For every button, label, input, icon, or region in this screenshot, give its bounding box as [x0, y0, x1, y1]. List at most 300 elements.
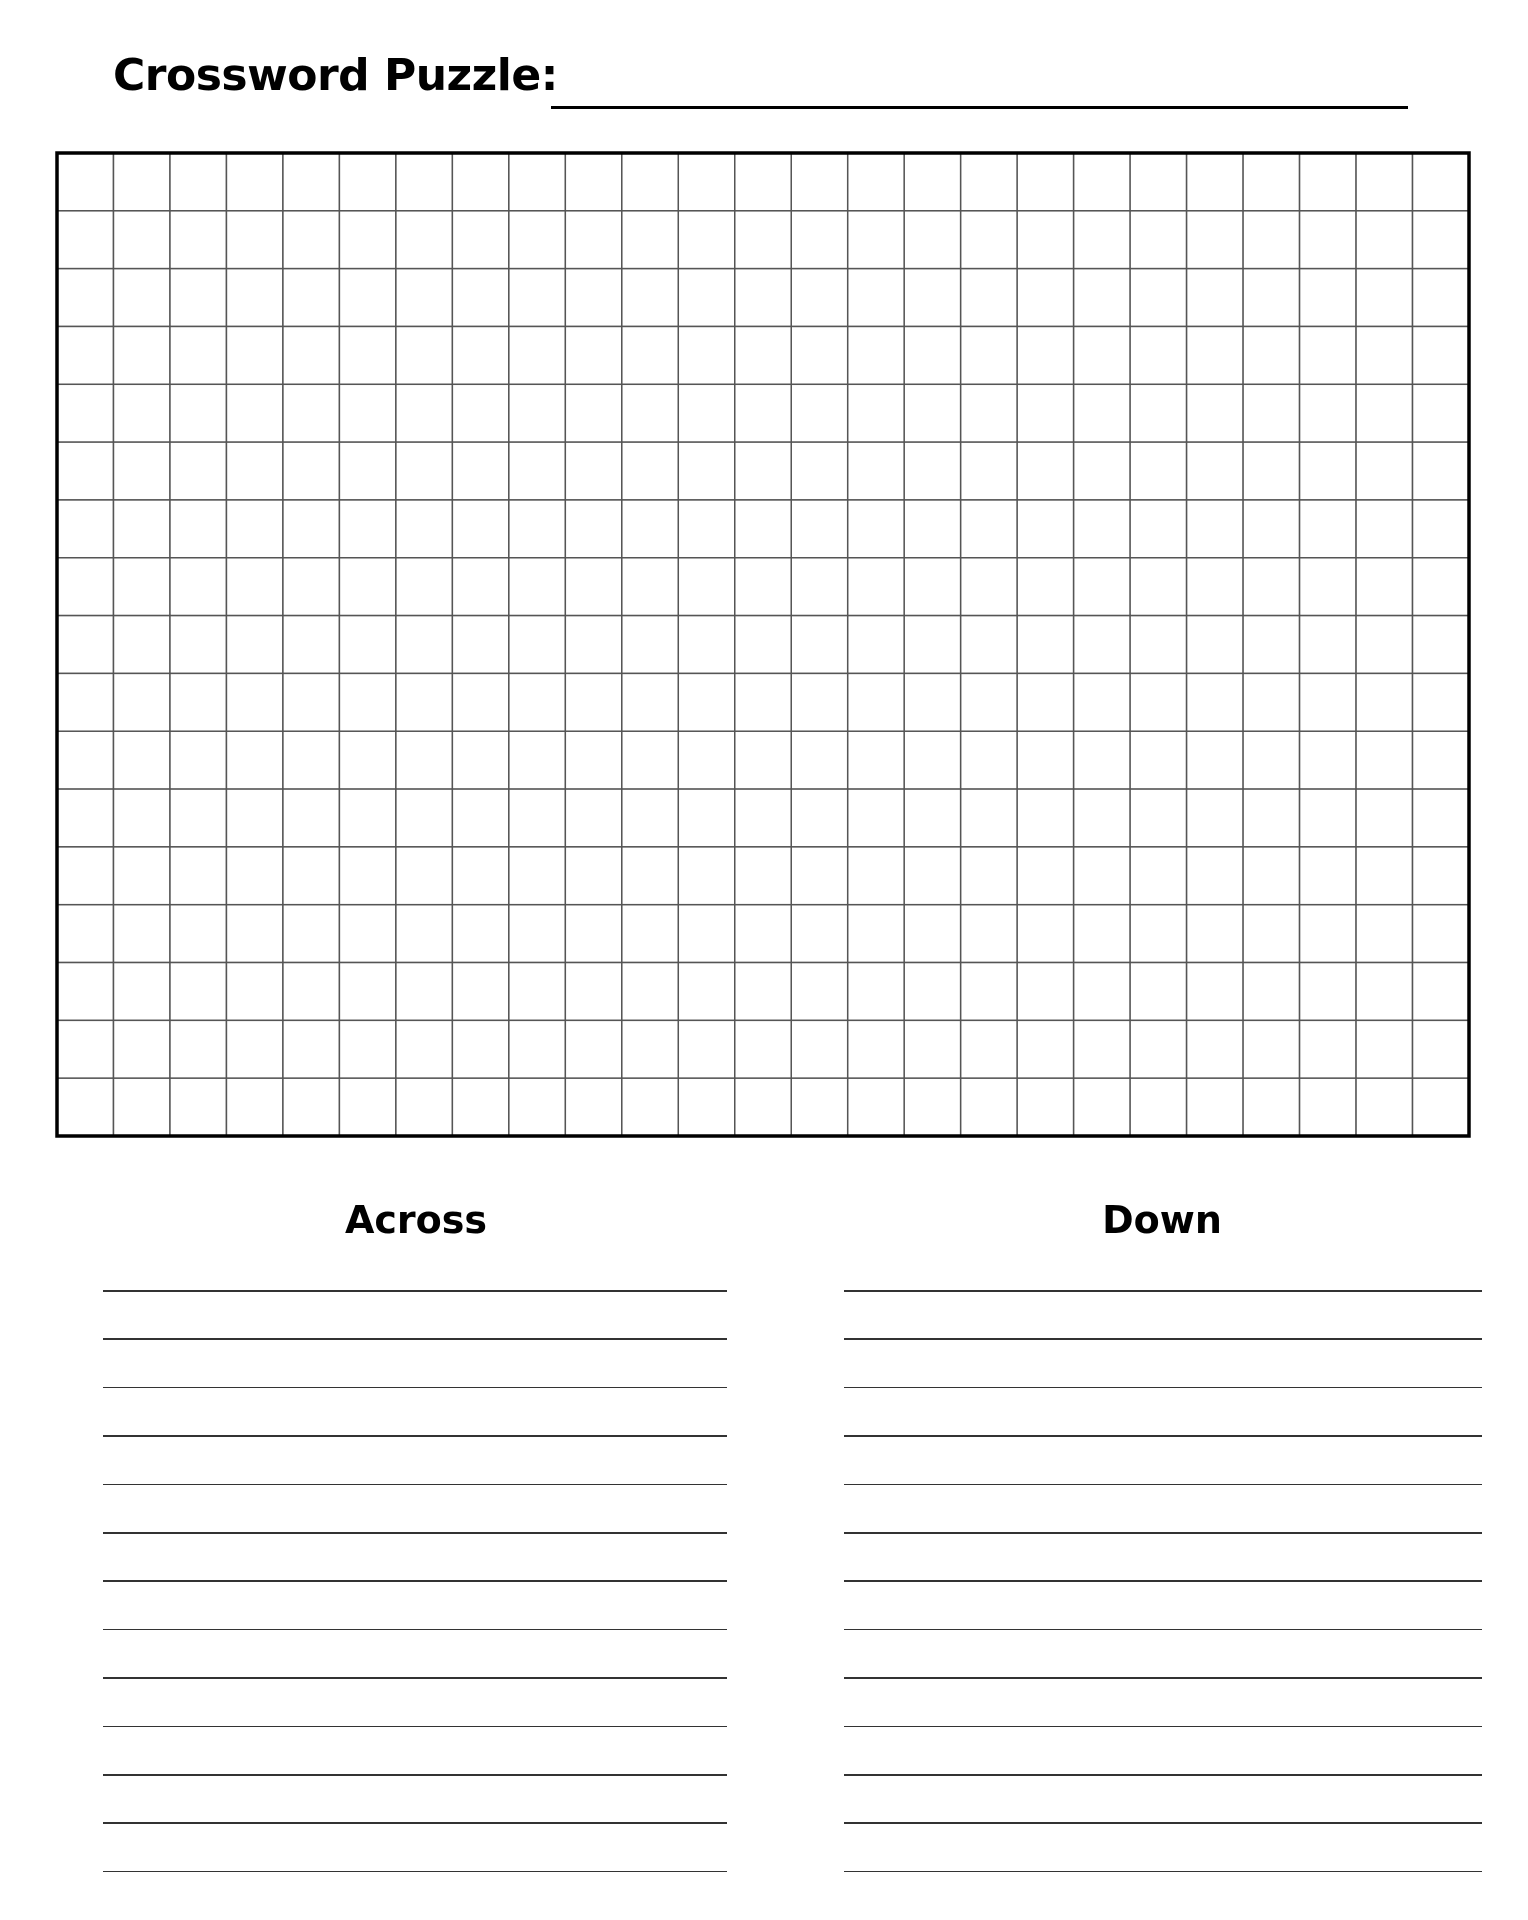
grid-cell[interactable]	[226, 558, 282, 616]
grid-cell[interactable]	[396, 1078, 452, 1136]
grid-cell[interactable]	[113, 558, 169, 616]
grid-cell[interactable]	[57, 326, 113, 384]
clue-write-line[interactable]	[103, 1822, 727, 1824]
grid-cell[interactable]	[735, 326, 791, 384]
grid-cell[interactable]	[509, 326, 565, 384]
grid-cell[interactable]	[565, 326, 621, 384]
grid-cell[interactable]	[961, 847, 1017, 905]
grid-cell[interactable]	[848, 1020, 904, 1078]
grid-cell[interactable]	[339, 269, 395, 327]
grid-cell[interactable]	[904, 500, 960, 558]
grid-cell[interactable]	[904, 1020, 960, 1078]
grid-cell[interactable]	[396, 1020, 452, 1078]
grid-cell[interactable]	[1300, 211, 1356, 269]
grid-cell[interactable]	[170, 789, 226, 847]
grid-cell[interactable]	[848, 847, 904, 905]
grid-cell[interactable]	[170, 963, 226, 1021]
grid-cell[interactable]	[226, 789, 282, 847]
clue-write-line[interactable]	[103, 1532, 727, 1534]
grid-cell[interactable]	[904, 789, 960, 847]
grid-cell[interactable]	[735, 616, 791, 674]
grid-cell[interactable]	[904, 153, 960, 211]
grid-cell[interactable]	[1356, 616, 1412, 674]
grid-cell[interactable]	[396, 500, 452, 558]
grid-cell[interactable]	[1130, 847, 1186, 905]
grid-cell[interactable]	[904, 269, 960, 327]
grid-cell[interactable]	[791, 153, 847, 211]
grid-cell[interactable]	[57, 384, 113, 442]
grid-cell[interactable]	[452, 789, 508, 847]
grid-cell[interactable]	[1413, 847, 1469, 905]
grid-cell[interactable]	[1074, 211, 1130, 269]
grid-cell[interactable]	[1243, 442, 1299, 500]
grid-cell[interactable]	[1074, 384, 1130, 442]
grid-cell[interactable]	[678, 847, 734, 905]
grid-cell[interactable]	[1130, 211, 1186, 269]
grid-cell[interactable]	[452, 153, 508, 211]
grid-cell[interactable]	[1074, 905, 1130, 963]
grid-cell[interactable]	[170, 269, 226, 327]
grid-cell[interactable]	[226, 211, 282, 269]
grid-cell[interactable]	[226, 963, 282, 1021]
grid-cell[interactable]	[1017, 269, 1073, 327]
clue-write-line[interactable]	[103, 1338, 727, 1340]
grid-cell[interactable]	[1243, 1020, 1299, 1078]
grid-cell[interactable]	[1300, 558, 1356, 616]
grid-cell[interactable]	[339, 211, 395, 269]
grid-cell[interactable]	[1187, 1078, 1243, 1136]
grid-cell[interactable]	[1356, 326, 1412, 384]
grid-cell[interactable]	[1356, 963, 1412, 1021]
grid-cell[interactable]	[170, 616, 226, 674]
grid-cell[interactable]	[678, 211, 734, 269]
grid-cell[interactable]	[791, 211, 847, 269]
grid-cell[interactable]	[1187, 384, 1243, 442]
clue-write-line[interactable]	[103, 1435, 727, 1437]
grid-cell[interactable]	[226, 269, 282, 327]
grid-cell[interactable]	[961, 558, 1017, 616]
grid-cell[interactable]	[283, 211, 339, 269]
grid-cell[interactable]	[226, 1078, 282, 1136]
grid-cell[interactable]	[509, 1020, 565, 1078]
grid-cell[interactable]	[904, 384, 960, 442]
grid-cell[interactable]	[170, 905, 226, 963]
grid-cell[interactable]	[57, 673, 113, 731]
grid-cell[interactable]	[396, 673, 452, 731]
grid-cell[interactable]	[1187, 905, 1243, 963]
grid-cell[interactable]	[452, 673, 508, 731]
grid-cell[interactable]	[1413, 384, 1469, 442]
grid-cell[interactable]	[1413, 326, 1469, 384]
grid-cell[interactable]	[1413, 153, 1469, 211]
grid-cell[interactable]	[170, 847, 226, 905]
grid-cell[interactable]	[735, 673, 791, 731]
clue-write-line[interactable]	[844, 1726, 1482, 1728]
grid-cell[interactable]	[57, 153, 113, 211]
grid-cell[interactable]	[904, 558, 960, 616]
grid-cell[interactable]	[622, 153, 678, 211]
grid-cell[interactable]	[1243, 384, 1299, 442]
grid-cell[interactable]	[1017, 558, 1073, 616]
grid-cell[interactable]	[1017, 1020, 1073, 1078]
grid-cell[interactable]	[904, 673, 960, 731]
grid-cell[interactable]	[622, 616, 678, 674]
grid-cell[interactable]	[622, 673, 678, 731]
grid-cell[interactable]	[678, 905, 734, 963]
grid-cell[interactable]	[452, 211, 508, 269]
grid-cell[interactable]	[735, 847, 791, 905]
grid-cell[interactable]	[1300, 847, 1356, 905]
grid-cell[interactable]	[1130, 789, 1186, 847]
grid-cell[interactable]	[283, 384, 339, 442]
grid-cell[interactable]	[1356, 731, 1412, 789]
grid-cell[interactable]	[57, 442, 113, 500]
grid-cell[interactable]	[1130, 963, 1186, 1021]
grid-cell[interactable]	[565, 847, 621, 905]
grid-cell[interactable]	[1413, 731, 1469, 789]
grid-cell[interactable]	[396, 905, 452, 963]
grid-cell[interactable]	[565, 1078, 621, 1136]
clue-write-line[interactable]	[103, 1629, 727, 1631]
grid-cell[interactable]	[735, 1078, 791, 1136]
grid-cell[interactable]	[1243, 731, 1299, 789]
grid-cell[interactable]	[1300, 269, 1356, 327]
grid-cell[interactable]	[1017, 442, 1073, 500]
grid-cell[interactable]	[1243, 673, 1299, 731]
grid-cell[interactable]	[396, 384, 452, 442]
grid-cell[interactable]	[396, 731, 452, 789]
grid-cell[interactable]	[1187, 269, 1243, 327]
grid-cell[interactable]	[339, 731, 395, 789]
grid-cell[interactable]	[1356, 558, 1412, 616]
clue-write-line[interactable]	[844, 1387, 1482, 1389]
grid-cell[interactable]	[735, 963, 791, 1021]
grid-cell[interactable]	[1243, 558, 1299, 616]
grid-cell[interactable]	[1130, 442, 1186, 500]
grid-cell[interactable]	[1017, 211, 1073, 269]
grid-cell[interactable]	[565, 905, 621, 963]
grid-cell[interactable]	[170, 731, 226, 789]
grid-cell[interactable]	[961, 1078, 1017, 1136]
grid-cell[interactable]	[791, 847, 847, 905]
grid-cell[interactable]	[622, 442, 678, 500]
grid-cell[interactable]	[113, 1020, 169, 1078]
grid-cell[interactable]	[565, 269, 621, 327]
clue-write-line[interactable]	[844, 1677, 1482, 1679]
grid-cell[interactable]	[339, 789, 395, 847]
grid-cell[interactable]	[1130, 616, 1186, 674]
grid-cell[interactable]	[57, 616, 113, 674]
grid-cell[interactable]	[961, 673, 1017, 731]
grid-cell[interactable]	[57, 500, 113, 558]
grid-cell[interactable]	[848, 1078, 904, 1136]
grid-cell[interactable]	[57, 211, 113, 269]
grid-cell[interactable]	[791, 673, 847, 731]
grid-cell[interactable]	[1413, 211, 1469, 269]
grid-cell[interactable]	[1300, 905, 1356, 963]
grid-cell[interactable]	[57, 1020, 113, 1078]
grid-cell[interactable]	[1017, 731, 1073, 789]
grid-cell[interactable]	[226, 616, 282, 674]
grid-cell[interactable]	[848, 442, 904, 500]
grid-cell[interactable]	[1356, 269, 1412, 327]
grid-cell[interactable]	[961, 153, 1017, 211]
grid-cell[interactable]	[452, 1020, 508, 1078]
grid-cell[interactable]	[113, 731, 169, 789]
grid-cell[interactable]	[170, 384, 226, 442]
grid-cell[interactable]	[396, 442, 452, 500]
grid-cell[interactable]	[791, 789, 847, 847]
clue-write-line[interactable]	[103, 1871, 727, 1873]
grid-cell[interactable]	[1017, 384, 1073, 442]
grid-cell[interactable]	[113, 789, 169, 847]
grid-cell[interactable]	[791, 905, 847, 963]
grid-cell[interactable]	[1243, 616, 1299, 674]
clue-write-line[interactable]	[844, 1774, 1482, 1776]
grid-cell[interactable]	[1300, 1078, 1356, 1136]
grid-cell[interactable]	[1187, 673, 1243, 731]
grid-cell[interactable]	[1413, 616, 1469, 674]
grid-cell[interactable]	[1074, 500, 1130, 558]
grid-cell[interactable]	[113, 847, 169, 905]
grid-cell[interactable]	[735, 1020, 791, 1078]
grid-cell[interactable]	[961, 211, 1017, 269]
grid-cell[interactable]	[565, 211, 621, 269]
grid-cell[interactable]	[57, 731, 113, 789]
grid-cell[interactable]	[1300, 1020, 1356, 1078]
grid-cell[interactable]	[226, 731, 282, 789]
grid-cell[interactable]	[1243, 211, 1299, 269]
grid-cell[interactable]	[1300, 963, 1356, 1021]
grid-cell[interactable]	[452, 847, 508, 905]
grid-cell[interactable]	[1187, 616, 1243, 674]
grid-cell[interactable]	[452, 905, 508, 963]
grid-cell[interactable]	[509, 905, 565, 963]
grid-cell[interactable]	[848, 905, 904, 963]
grid-cell[interactable]	[1187, 211, 1243, 269]
grid-cell[interactable]	[678, 384, 734, 442]
grid-cell[interactable]	[113, 963, 169, 1021]
grid-cell[interactable]	[848, 616, 904, 674]
grid-cell[interactable]	[961, 905, 1017, 963]
clue-write-line[interactable]	[844, 1871, 1482, 1873]
grid-cell[interactable]	[452, 326, 508, 384]
grid-cell[interactable]	[1300, 384, 1356, 442]
grid-cell[interactable]	[1356, 153, 1412, 211]
grid-cell[interactable]	[1074, 847, 1130, 905]
clue-write-line[interactable]	[844, 1822, 1482, 1824]
grid-cell[interactable]	[283, 442, 339, 500]
grid-cell[interactable]	[283, 905, 339, 963]
grid-cell[interactable]	[565, 616, 621, 674]
grid-cell[interactable]	[565, 384, 621, 442]
grid-cell[interactable]	[1243, 153, 1299, 211]
grid-cell[interactable]	[113, 269, 169, 327]
grid-cell[interactable]	[1074, 1020, 1130, 1078]
grid-cell[interactable]	[961, 442, 1017, 500]
grid-cell[interactable]	[509, 673, 565, 731]
grid-cell[interactable]	[904, 1078, 960, 1136]
clue-write-line[interactable]	[103, 1774, 727, 1776]
grid-cell[interactable]	[1074, 731, 1130, 789]
grid-cell[interactable]	[678, 1078, 734, 1136]
grid-cell[interactable]	[1017, 963, 1073, 1021]
grid-cell[interactable]	[226, 905, 282, 963]
grid-cell[interactable]	[509, 211, 565, 269]
grid-cell[interactable]	[791, 963, 847, 1021]
grid-cell[interactable]	[1017, 673, 1073, 731]
grid-cell[interactable]	[339, 1020, 395, 1078]
grid-cell[interactable]	[961, 1020, 1017, 1078]
grid-cell[interactable]	[961, 963, 1017, 1021]
grid-cell[interactable]	[1187, 789, 1243, 847]
grid-cell[interactable]	[904, 963, 960, 1021]
grid-cell[interactable]	[113, 673, 169, 731]
grid-cell[interactable]	[791, 558, 847, 616]
grid-cell[interactable]	[961, 269, 1017, 327]
clue-write-line[interactable]	[844, 1435, 1482, 1437]
grid-cell[interactable]	[622, 1020, 678, 1078]
grid-cell[interactable]	[170, 211, 226, 269]
grid-cell[interactable]	[848, 673, 904, 731]
grid-cell[interactable]	[565, 731, 621, 789]
grid-cell[interactable]	[791, 616, 847, 674]
grid-cell[interactable]	[57, 1078, 113, 1136]
grid-cell[interactable]	[339, 384, 395, 442]
grid-cell[interactable]	[565, 153, 621, 211]
grid-cell[interactable]	[1413, 1078, 1469, 1136]
grid-cell[interactable]	[509, 616, 565, 674]
grid-cell[interactable]	[339, 616, 395, 674]
grid-cell[interactable]	[622, 326, 678, 384]
grid-cell[interactable]	[1356, 500, 1412, 558]
grid-cell[interactable]	[1413, 789, 1469, 847]
grid-cell[interactable]	[735, 558, 791, 616]
grid-cell[interactable]	[509, 731, 565, 789]
grid-cell[interactable]	[565, 500, 621, 558]
grid-cell[interactable]	[1413, 442, 1469, 500]
grid-cell[interactable]	[170, 500, 226, 558]
grid-cell[interactable]	[1243, 905, 1299, 963]
grid-cell[interactable]	[113, 384, 169, 442]
grid-cell[interactable]	[226, 384, 282, 442]
grid-cell[interactable]	[1130, 558, 1186, 616]
grid-cell[interactable]	[904, 326, 960, 384]
grid-cell[interactable]	[113, 500, 169, 558]
grid-cell[interactable]	[961, 326, 1017, 384]
grid-cell[interactable]	[678, 616, 734, 674]
grid-cell[interactable]	[1300, 673, 1356, 731]
grid-cell[interactable]	[1300, 500, 1356, 558]
grid-cell[interactable]	[1130, 500, 1186, 558]
grid-cell[interactable]	[1074, 153, 1130, 211]
grid-cell[interactable]	[1187, 442, 1243, 500]
grid-cell[interactable]	[170, 673, 226, 731]
grid-cell[interactable]	[1300, 731, 1356, 789]
grid-cell[interactable]	[170, 153, 226, 211]
grid-cell[interactable]	[57, 269, 113, 327]
clue-write-line[interactable]	[103, 1677, 727, 1679]
grid-cell[interactable]	[565, 442, 621, 500]
grid-cell[interactable]	[678, 1020, 734, 1078]
grid-cell[interactable]	[961, 731, 1017, 789]
clue-write-line[interactable]	[103, 1387, 727, 1389]
grid-cell[interactable]	[283, 500, 339, 558]
grid-cell[interactable]	[509, 1078, 565, 1136]
grid-cell[interactable]	[1413, 269, 1469, 327]
grid-cell[interactable]	[1017, 847, 1073, 905]
clue-write-line[interactable]	[844, 1338, 1482, 1340]
crossword-grid[interactable]	[55, 151, 1473, 1140]
grid-cell[interactable]	[283, 616, 339, 674]
grid-cell[interactable]	[848, 326, 904, 384]
grid-cell[interactable]	[678, 558, 734, 616]
grid-cell[interactable]	[735, 153, 791, 211]
clue-write-line[interactable]	[103, 1580, 727, 1582]
grid-cell[interactable]	[791, 731, 847, 789]
grid-cell[interactable]	[170, 558, 226, 616]
grid-cell[interactable]	[283, 847, 339, 905]
grid-cell[interactable]	[735, 905, 791, 963]
grid-cell[interactable]	[113, 905, 169, 963]
grid-cell[interactable]	[1413, 673, 1469, 731]
grid-cell[interactable]	[1243, 789, 1299, 847]
grid-cell[interactable]	[57, 963, 113, 1021]
grid-cell[interactable]	[848, 731, 904, 789]
grid-cell[interactable]	[57, 789, 113, 847]
grid-cell[interactable]	[1017, 789, 1073, 847]
clue-write-line[interactable]	[844, 1629, 1482, 1631]
grid-cell[interactable]	[678, 500, 734, 558]
grid-cell[interactable]	[848, 963, 904, 1021]
grid-cell[interactable]	[565, 789, 621, 847]
grid-cell[interactable]	[791, 1020, 847, 1078]
grid-cell[interactable]	[678, 963, 734, 1021]
grid-cell[interactable]	[1413, 963, 1469, 1021]
grid-cell[interactable]	[226, 153, 282, 211]
grid-cell[interactable]	[57, 847, 113, 905]
clue-write-line[interactable]	[844, 1532, 1482, 1534]
grid-cell[interactable]	[339, 963, 395, 1021]
grid-cell[interactable]	[678, 789, 734, 847]
grid-cell[interactable]	[735, 789, 791, 847]
grid-cell[interactable]	[226, 442, 282, 500]
grid-cell[interactable]	[791, 442, 847, 500]
grid-cell[interactable]	[57, 558, 113, 616]
grid-cell[interactable]	[452, 558, 508, 616]
grid-cell[interactable]	[904, 442, 960, 500]
grid-cell[interactable]	[1187, 500, 1243, 558]
grid-cell[interactable]	[170, 1078, 226, 1136]
grid-cell[interactable]	[1130, 326, 1186, 384]
grid-cell[interactable]	[113, 616, 169, 674]
grid-cell[interactable]	[1243, 847, 1299, 905]
grid-cell[interactable]	[622, 558, 678, 616]
grid-cell[interactable]	[1130, 1078, 1186, 1136]
grid-cell[interactable]	[1300, 153, 1356, 211]
grid-cell[interactable]	[904, 905, 960, 963]
grid-cell[interactable]	[1017, 326, 1073, 384]
grid-cell[interactable]	[283, 1020, 339, 1078]
grid-cell[interactable]	[339, 673, 395, 731]
grid-cell[interactable]	[1356, 847, 1412, 905]
grid-cell[interactable]	[509, 558, 565, 616]
grid-cell[interactable]	[509, 789, 565, 847]
grid-cell[interactable]	[283, 789, 339, 847]
grid-cell[interactable]	[848, 558, 904, 616]
grid-cell[interactable]	[339, 442, 395, 500]
grid-cell[interactable]	[1300, 789, 1356, 847]
